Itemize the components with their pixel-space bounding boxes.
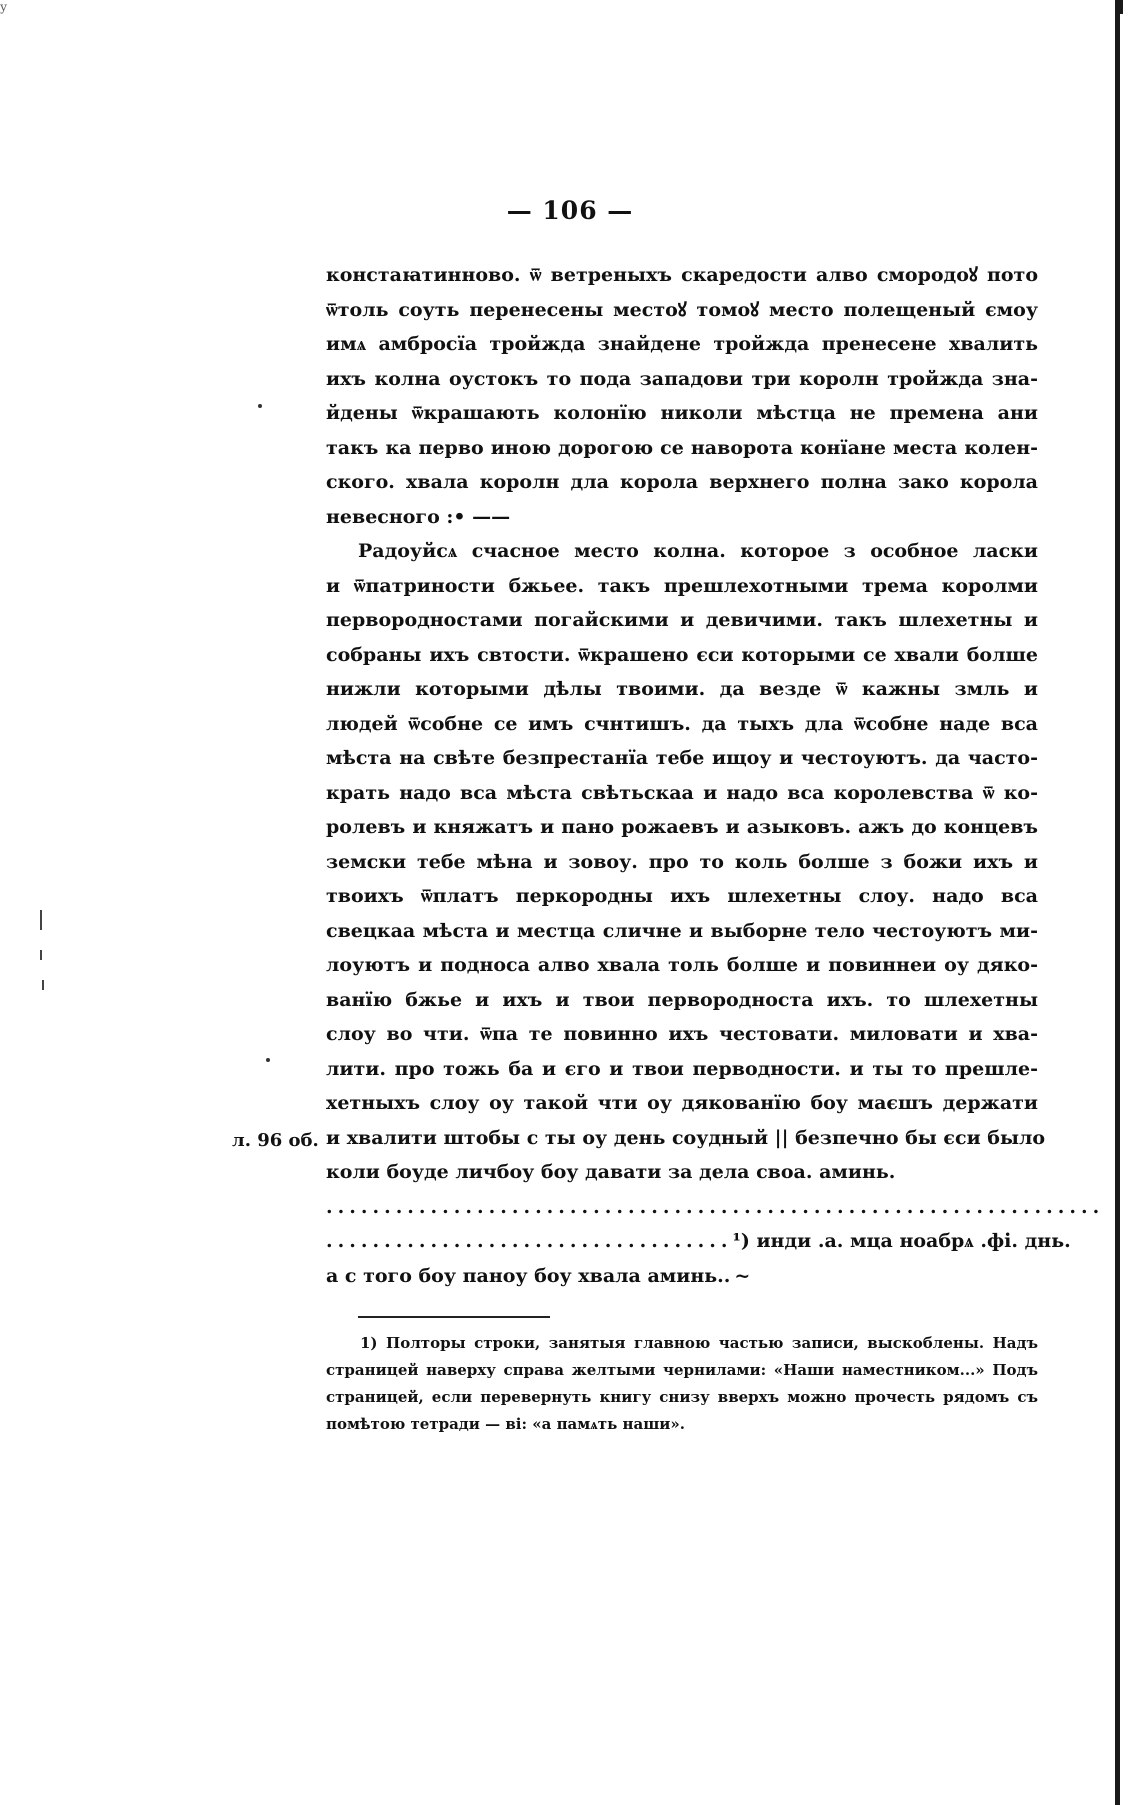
- text-line: [326, 1224, 1071, 1259]
- omission-dots: ...................................................................: [326, 1195, 1105, 1218]
- gap-section: [326, 1190, 1105, 1294]
- footnotes: [326, 1330, 1038, 1438]
- text-line: и ѿпатриности бжьее. такъ прешлехотными трема королми: [326, 574, 1038, 597]
- footnote-line: помѣтою тетради — ві: «а памѧть наши».: [326, 1415, 686, 1433]
- text-line: слоу во чти. ѿпа те повинно ихъ честовати. миловати и хва-: [326, 1023, 1038, 1045]
- text-line: земски тебе мѣна и зовоу. про то коль болше з божи ихъ и: [326, 850, 1038, 873]
- text-line: ѿтоль соуть перенесены местоꙋ томоꙋ место полещеный ємоу: [326, 298, 1038, 321]
- text-line: констаꙗтинново. ѿ ветреныхъ скаредости алво смородоꙋ пото: [326, 264, 1038, 286]
- footnote-rule: [358, 1316, 550, 1318]
- text-line: такъ ка перво иною дорогою се наворота конїане места колен-: [326, 436, 1038, 459]
- paragraph-1: [326, 258, 1038, 534]
- text-line: имѧ амбросїа тройжда знайдене тройжда пренесене хвалить: [326, 333, 1038, 355]
- page-number: — 106 —: [506, 196, 634, 225]
- text-line: ихъ колна оустокъ то пода западови три королн тройжда зна-: [326, 367, 1038, 390]
- text-line: крать надо вса мѣста свѣтьскаа и надо вса королевства ѿ ко-: [326, 781, 1038, 804]
- margin-dot: [258, 404, 262, 408]
- text-line: ского. хвала королн дла корола верхнего полна зако корола: [326, 471, 1038, 493]
- page-edge-mark: у: [0, 0, 8, 14]
- footnote-line: страницей, если перевернуть книгу снизу вверхъ можно прочесть рядомъ съ: [326, 1388, 1038, 1406]
- margin-note: л. 96 об.: [232, 1130, 319, 1151]
- page-edge-shadow: [1115, 0, 1120, 1805]
- margin-dot: [266, 1058, 270, 1062]
- closing-text: а с того боу паноу боу хвала аминь..: [326, 1264, 731, 1287]
- paragraph-2: [326, 534, 1046, 1190]
- text-line: людей ѿсобне се имъ счнтишъ. да тыхъ дла ѿсобне наде вса: [326, 712, 1038, 735]
- text-line: и хвалити штобы с ты оу день соудный || безпечно бы єси было: [326, 1126, 1046, 1149]
- body-text: [326, 258, 1105, 1293]
- text-line: первородностами погайскими и девичими. такъ шлехетны и: [326, 609, 1038, 631]
- footnote-reference: ¹): [732, 1230, 750, 1252]
- text-line: Радоуйсѧ счасное место колна. которое з особное ласки: [358, 540, 1038, 562]
- text-line: невесного :• ——: [326, 505, 511, 528]
- page-edge-tick: [1120, 0, 1123, 14]
- text-line: лоуютъ и подноса алво хвала толь болше и повиннеи оу дяко-: [326, 954, 1038, 976]
- text-line: хетныхъ слоу оу такой чти оу дякованїю боу маєшъ держати: [326, 1092, 1038, 1114]
- text-line: йдены ѿкрашають колонїю николи мѣстца не премена ани: [326, 402, 1038, 424]
- text-line: собраны ихъ свтости. ѿкрашено єси которыми се хвали болше: [326, 643, 1038, 666]
- text-line: свецкаа мѣстa и местца сличне и выборне тело честоуютъ ми-: [326, 919, 1038, 942]
- text-line: коли боуде личбоу боу давати за дела своа. аминь.: [326, 1161, 896, 1183]
- text-line: ванїю бжье и ихъ и твои первородноста ихъ. то шлехетны: [326, 988, 1038, 1011]
- flourish-ornament: ~: [734, 1264, 751, 1287]
- text-line: мѣста на свѣте безпрестанїа тебе ищоу и честоуютъ. да часто-: [326, 747, 1038, 769]
- text-line: нижли которыми дѣлы твоими. да везде ѿ кажны змль и: [326, 678, 1038, 700]
- margin-tick: [40, 950, 42, 960]
- footnote-line: страницей наверху справа желтыми чернилами: «Наши наместником...» Подъ: [326, 1361, 1038, 1379]
- text-line: лити. про тожь ба и єго и твои перводности. и ты то прешле-: [326, 1057, 1038, 1080]
- margin-tick: [40, 910, 42, 930]
- text-line: [326, 1259, 1038, 1294]
- text-line: ролевъ и княжатъ и пано рожаевъ и азыковъ. ажъ до концевъ: [326, 816, 1038, 838]
- omission-dots: ...................................: [326, 1230, 733, 1252]
- margin-tick: [42, 980, 44, 990]
- text-line: твоихъ ѿплатъ перкородны ихъ шлехетны слоу. надо вса: [326, 885, 1038, 907]
- footnote-line: 1) Полторы строки, занятыя главною частью записи, выскоблены. Надъ: [360, 1334, 1038, 1352]
- date-text: инди .а. мца ноабрѧ .фі. днь.: [756, 1230, 1071, 1252]
